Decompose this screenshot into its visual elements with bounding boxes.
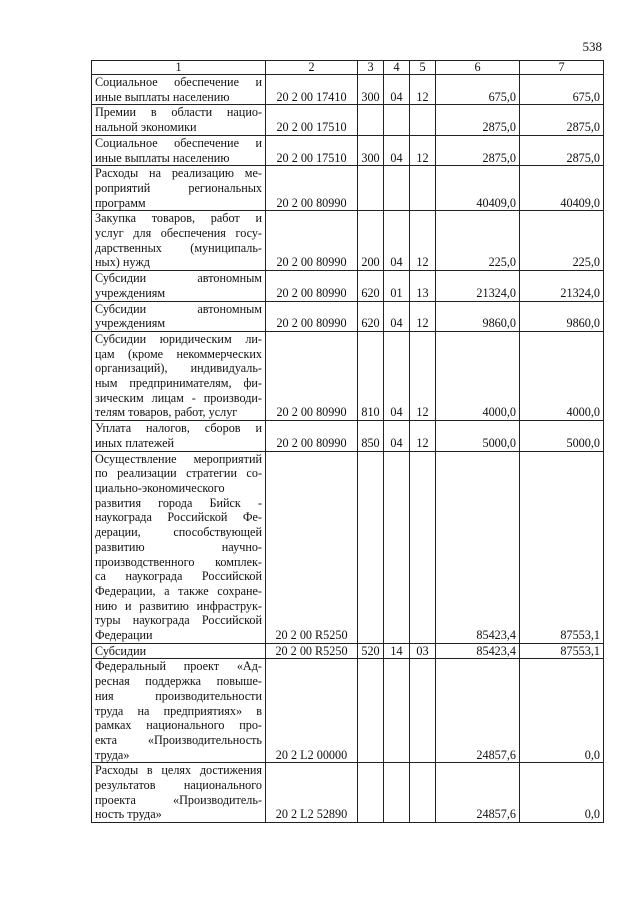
page-number: 538 [582,39,602,54]
table-row [92,421,604,451]
row-name [92,763,266,823]
row-name [92,331,266,420]
row-name [92,659,266,763]
section [384,105,410,135]
sum-year-2: 675,0 [520,75,604,105]
target-code: 20 2 00 80990 [266,211,358,271]
sum-year-2: 4000,0 [520,331,604,420]
target-code: 20 2 00 R5250 [266,451,358,643]
column-header: 2 [266,61,358,75]
row-name-line: роприятий региональных [95,180,262,195]
subsection: 13 [410,271,436,301]
section [384,451,410,643]
row-name [92,75,266,105]
sum-year-2: 9860,0 [520,301,604,331]
expense-type [358,659,384,763]
target-code: 20 2 00 80990 [266,421,358,451]
row-name [92,271,266,301]
target-code: 20 2 00 80990 [266,331,358,420]
row-name-line: развитию научно- [95,539,262,554]
row-name-line: Федерации [95,628,153,643]
expense-type: 300 [358,135,384,165]
table-row [92,271,604,301]
subsection: 12 [410,331,436,420]
target-code: 20 2 L2 52890 [266,763,358,823]
row-name-line: туры наукограда Российской [95,613,262,628]
row-name-line: Закупка товаров, работ и [95,211,262,226]
target-code: 20 2 00 17510 [266,135,358,165]
row-name-line: Социальное обеспечение и [95,135,262,150]
section [384,166,410,211]
row-name-line: Социальное обеспечение и [95,75,262,89]
expense-type [358,451,384,643]
target-code: 20 2 00 17410 [266,75,358,105]
row-name-line: дерации, способствующей [95,525,262,540]
sum-year-1: 675,0 [436,75,520,105]
column-header: 1 [92,61,266,75]
section: 04 [384,135,410,165]
table-row [92,135,604,165]
row-name-line: Уплата налогов, сборов и [95,421,262,436]
row-name-line: иные выплаты населению [95,89,230,104]
row-name-line: труда» [95,747,130,762]
section [384,763,410,823]
row-name-line: развития города Бийск - [95,495,262,510]
row-name-line: ния производительности [95,688,262,703]
column-header: 6 [436,61,520,75]
row-name-line: екта «Производительность [95,732,262,747]
sum-year-1: 40409,0 [436,166,520,211]
subsection: 12 [410,135,436,165]
row-name-line: программ [95,195,146,210]
row-name-line: циально-экономического [95,480,225,495]
section [384,659,410,763]
subsection: 12 [410,301,436,331]
sum-year-1: 24857,6 [436,659,520,763]
sum-year-1: 2875,0 [436,135,520,165]
sum-year-2: 2875,0 [520,135,604,165]
sum-year-2: 5000,0 [520,421,604,451]
subsection [410,166,436,211]
row-name [92,211,266,271]
budget-table [91,60,604,823]
expense-type: 620 [358,271,384,301]
row-name-line: наукограда Российской Фе- [95,510,262,525]
expense-type: 300 [358,75,384,105]
section: 04 [384,331,410,420]
row-name-line: ность труда» [95,807,162,822]
row-name [92,301,266,331]
row-name-line: Субсидии [95,643,147,658]
section: 01 [384,271,410,301]
expense-type: 520 [358,643,384,659]
subsection: 12 [410,421,436,451]
table-row [92,659,604,763]
row-name-line: Субсидии автономным [95,271,262,286]
row-name-line: производственного комплек- [95,554,262,569]
row-name-line: цам (кроме некоммерческих [95,346,262,361]
sum-year-2: 21324,0 [520,271,604,301]
row-name-line: иных платежей [95,435,174,450]
table-row [92,166,604,211]
row-name-line: са наукограда Российской [95,569,262,584]
sum-year-2: 40409,0 [520,166,604,211]
expense-type: 620 [358,301,384,331]
column-number-row [92,61,604,75]
sum-year-1: 21324,0 [436,271,520,301]
column-header: 5 [410,61,436,75]
column-header: 7 [520,61,604,75]
expense-type [358,105,384,135]
sum-year-2: 87553,1 [520,643,604,659]
sum-year-1: 85423,4 [436,451,520,643]
table-row [92,211,604,271]
row-name-line: по реализации стратегии со- [95,466,262,481]
target-code: 20 2 00 80990 [266,301,358,331]
section: 14 [384,643,410,659]
row-name-line: организаций), индивидуаль- [95,361,262,376]
section: 04 [384,301,410,331]
table-row [92,301,604,331]
row-name [92,166,266,211]
row-name-line: Премии в области нацио- [95,105,262,120]
subsection [410,451,436,643]
subsection: 03 [410,643,436,659]
row-name-line: проекта «Производитель- [95,792,262,807]
row-name-line: ресная поддержка повыше- [95,674,262,689]
subsection [410,105,436,135]
subsection: 12 [410,211,436,271]
table-row [92,105,604,135]
row-name-line: телям товаров, работ, услуг [95,405,238,420]
expense-type [358,166,384,211]
target-code: 20 2 L2 00000 [266,659,358,763]
target-code: 20 2 00 17510 [266,105,358,135]
expense-type [358,763,384,823]
row-name-line: иные выплаты населению [95,150,230,165]
sum-year-1: 9860,0 [436,301,520,331]
target-code: 20 2 00 80990 [266,166,358,211]
row-name-line: результатов национального [95,778,262,793]
row-name-line: Осуществление мероприятий [95,451,262,466]
row-name [92,135,266,165]
sum-year-1: 225,0 [436,211,520,271]
row-name-line: нию и развитию инфраструк- [95,598,262,613]
table-row [92,331,604,420]
row-name-line: рамках национального про- [95,718,262,733]
expense-type: 810 [358,331,384,420]
sum-year-2: 0,0 [520,763,604,823]
sum-year-2: 2875,0 [520,105,604,135]
subsection [410,763,436,823]
table-row [92,643,604,659]
column-header: 4 [384,61,410,75]
table-row [92,75,604,105]
row-name [92,421,266,451]
table-row [92,763,604,823]
row-name-line: ных) нужд [95,255,150,270]
subsection: 12 [410,75,436,105]
section: 04 [384,211,410,271]
row-name-line: зическим лицам - производи- [95,390,262,405]
row-name-line: учреждениям [95,285,166,300]
sum-year-2: 225,0 [520,211,604,271]
row-name-line: Расходы на реализацию ме- [95,166,262,181]
table-row [92,451,604,643]
sum-year-1: 24857,6 [436,763,520,823]
row-name-line: дарственных (муниципаль- [95,240,262,255]
row-name [92,643,266,659]
row-name-line: Федеральный проект «Ад- [95,659,262,674]
sum-year-2: 87553,1 [520,451,604,643]
row-name-line: Федерации, а также сохране- [95,583,262,598]
target-code: 20 2 00 80990 [266,271,358,301]
subsection [410,659,436,763]
expense-type: 200 [358,211,384,271]
section: 04 [384,421,410,451]
row-name-line: Субсидии юридическим ли- [95,331,262,346]
column-header: 3 [358,61,384,75]
row-name-line: услуг для обеспечения госу- [95,226,262,241]
sum-year-1: 2875,0 [436,105,520,135]
section: 04 [384,75,410,105]
row-name-line: учреждениям [95,316,166,331]
sum-year-1: 5000,0 [436,421,520,451]
sum-year-1: 4000,0 [436,331,520,420]
row-name-line: Расходы в целях достижения [95,763,262,778]
row-name-line: труда на предприятиях» в [95,703,262,718]
row-name-line: ным предпринимателям, фи- [95,376,262,391]
row-name [92,451,266,643]
row-name-line: нальной экономики [95,120,197,135]
row-name [92,105,266,135]
sum-year-2: 0,0 [520,659,604,763]
row-name-line: Субсидии автономным [95,301,262,316]
sum-year-1: 85423,4 [436,643,520,659]
target-code: 20 2 00 R5250 [266,643,358,659]
expense-type: 850 [358,421,384,451]
